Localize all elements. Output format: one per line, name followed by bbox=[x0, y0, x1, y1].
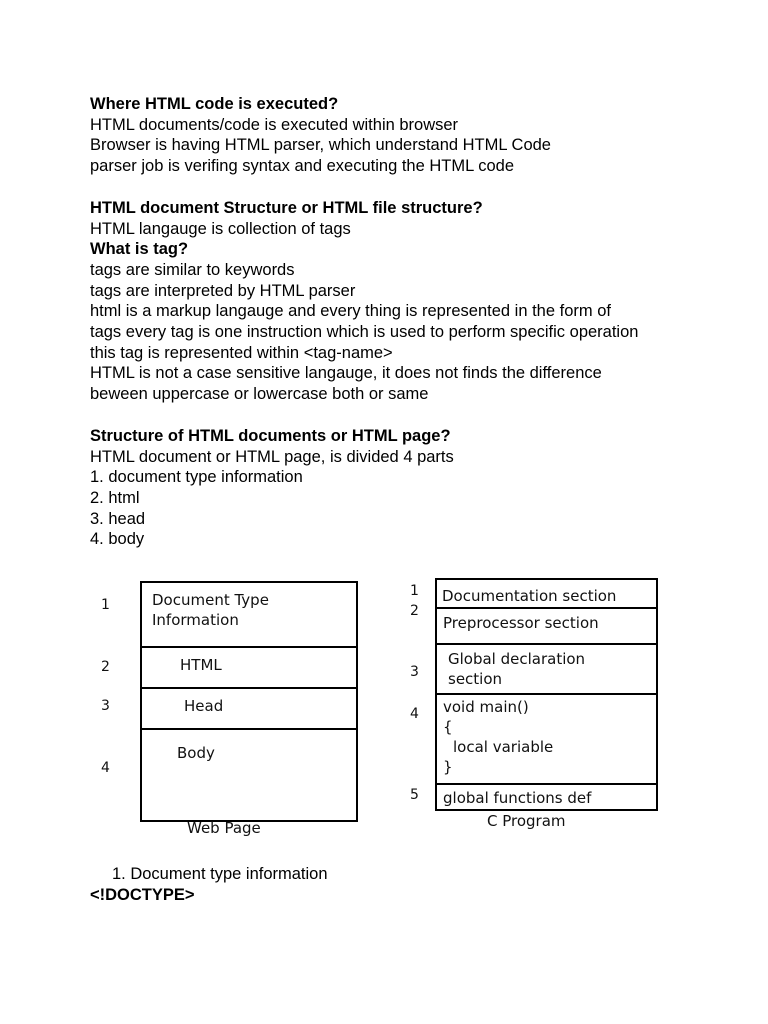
diagram-caption: C Program bbox=[487, 812, 566, 830]
html-box bbox=[140, 646, 358, 688]
row-number: 3 bbox=[410, 664, 419, 680]
box-label: Documentation section bbox=[442, 587, 617, 605]
text-line: tags are similar to keywords bbox=[90, 260, 295, 279]
box-label: Body bbox=[177, 744, 215, 762]
diagram-caption: Web Page bbox=[187, 819, 261, 837]
head-box bbox=[140, 687, 358, 729]
row-number: 5 bbox=[410, 787, 419, 803]
list-item: 1. Document type information bbox=[112, 865, 328, 883]
text-line: tags every tag is one instruction which is used to perform specific operation bbox=[90, 323, 639, 342]
body-box bbox=[140, 728, 358, 822]
box-label: Document Type bbox=[152, 591, 269, 609]
box-label: HTML bbox=[180, 656, 222, 674]
heading: HTML document Structure or HTML file structure? bbox=[90, 198, 483, 217]
box-label: { bbox=[443, 718, 453, 736]
text-line: html is a markup langauge and every thing is represented in the form of bbox=[90, 302, 611, 321]
box-label: section bbox=[448, 670, 503, 688]
row-number: 3 bbox=[101, 698, 110, 714]
text-line: 2. html bbox=[90, 488, 140, 507]
text-line: 1. document type information bbox=[90, 468, 303, 487]
row-number: 4 bbox=[410, 706, 419, 722]
box-label: Head bbox=[184, 697, 224, 715]
text-line: parser job is verifing syntax and executing the HTML code bbox=[90, 157, 515, 176]
text-line: HTML is not a case sensitive langauge, it does not finds the difference bbox=[90, 364, 602, 383]
section-executed bbox=[90, 94, 730, 550]
box-label: Preprocessor section bbox=[443, 614, 599, 632]
row-number: 2 bbox=[101, 659, 110, 675]
text-line: HTML documents/code is executed within browser bbox=[90, 115, 459, 134]
row-number: 1 bbox=[410, 583, 419, 599]
text-line: this tag is represented within <tag-name> bbox=[90, 343, 393, 362]
box-label: local variable bbox=[453, 738, 554, 756]
box-label: void main() bbox=[443, 698, 529, 716]
text-line: 4. body bbox=[90, 530, 145, 549]
row-number: 4 bbox=[101, 760, 110, 776]
doctype-heading: <!DOCTYPE> bbox=[90, 886, 195, 904]
box-label: global functions def bbox=[443, 789, 592, 807]
text-line: Browser is having HTML parser, which understand HTML Code bbox=[90, 136, 551, 155]
heading: Structure of HTML documents or HTML page? bbox=[90, 426, 451, 445]
text-line: HTML langauge is collection of tags bbox=[90, 219, 351, 238]
row-number: 2 bbox=[410, 603, 419, 619]
heading: Where HTML code is executed? bbox=[90, 95, 339, 113]
text-line: tags are interpreted by HTML parser bbox=[90, 281, 356, 300]
text-line: beween uppercase or lowercase both or same bbox=[90, 385, 429, 404]
subheading: What is tag? bbox=[90, 240, 189, 259]
text-line: HTML document or HTML page, is divided 4 parts bbox=[90, 447, 454, 466]
box-label: Global declaration bbox=[448, 650, 586, 668]
box-label: } bbox=[443, 758, 453, 776]
row-number: 1 bbox=[101, 597, 110, 613]
box-label: Information bbox=[152, 611, 239, 629]
text-line: 3. head bbox=[90, 509, 146, 528]
